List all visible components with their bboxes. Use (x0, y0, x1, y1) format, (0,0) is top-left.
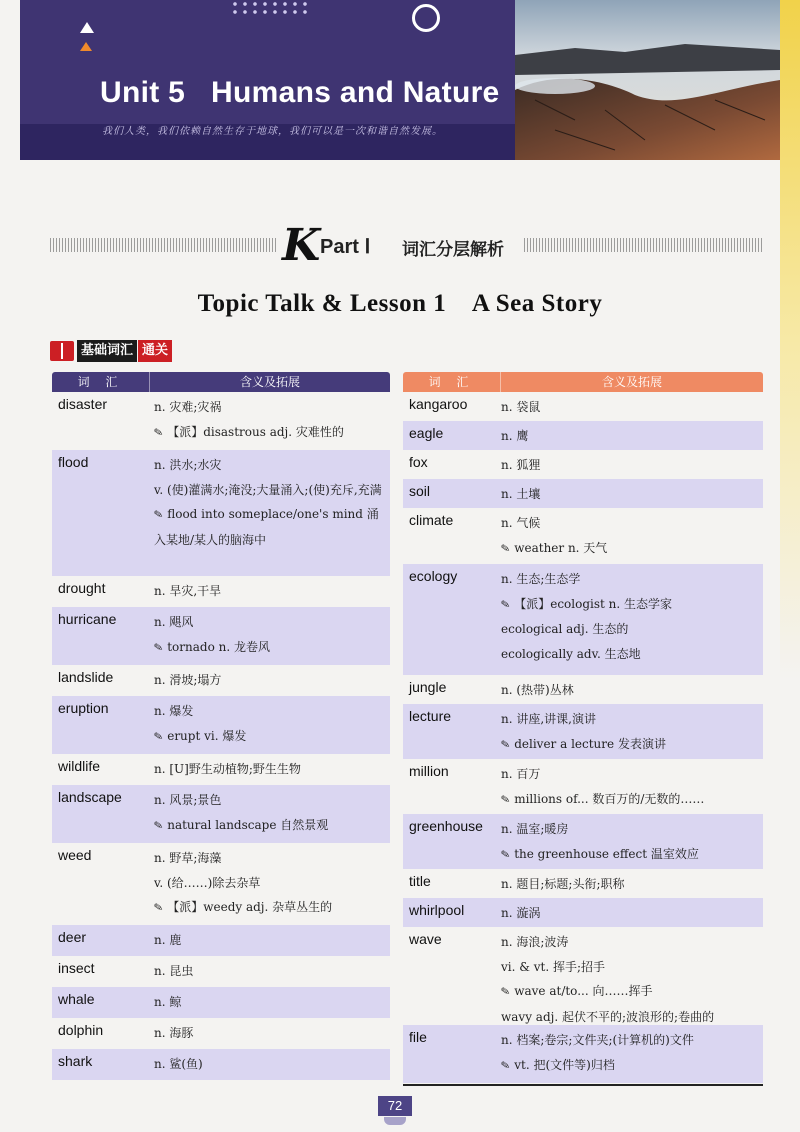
pencil-icon: ✎ (499, 791, 512, 807)
vocab-row (52, 1049, 390, 1080)
vocab-text: n. [U]野生动植物;野生生物 (154, 762, 301, 776)
vocab-definition (154, 699, 386, 749)
vocab-text: v. (给……)除去杂草 (154, 875, 261, 890)
vocab-word: file (409, 1029, 427, 1045)
vocab-text: 【派】weedy adj. 杂草丛生的 (167, 900, 333, 914)
vocab-row (52, 696, 390, 754)
vocab-row (403, 479, 763, 508)
vocab-text: erupt vi. 爆发 (167, 728, 247, 743)
vocab-word: weed (58, 847, 92, 863)
vocab-note (154, 813, 386, 839)
pencil-icon: ✎ (499, 596, 512, 612)
vocab-text: 【派】disastrous adj. 灾难性的 (167, 424, 344, 439)
vocab-text: the greenhouse effect 温室效应 (514, 846, 699, 861)
vocab-word: drought (58, 580, 106, 596)
vocab-meaning (501, 930, 759, 955)
vocab-row (52, 576, 390, 607)
vocab-word: insect (58, 960, 95, 976)
vocab-word: kangaroo (409, 396, 468, 412)
vocab-text: wave at/to... 向……挥手 (514, 984, 653, 998)
dotted-divider (50, 238, 276, 252)
vocab-table-right (403, 372, 763, 1083)
vocab-text: n. 昆虫 (154, 964, 194, 978)
part-title: 词汇分层解析 (402, 240, 504, 260)
dotted-divider (524, 238, 762, 252)
vocab-text: n. 鲸 (154, 995, 182, 1009)
vocab-word: whale (58, 991, 95, 1007)
unit-subtitle: 我们人类，我们依赖自然生存于地球，我们可以是一次和谐自然发展。 (102, 126, 443, 137)
vocab-text: n. 鹰 (501, 429, 529, 443)
vocab-definition (154, 610, 386, 660)
triangle-orange-icon (80, 42, 92, 51)
vocab-meaning (501, 1028, 759, 1053)
vocab-definition (154, 395, 386, 445)
vocab-text: n. 气候 (501, 516, 541, 530)
vocab-word: climate (409, 512, 454, 528)
vocab-row (52, 450, 390, 576)
vocab-definition (501, 1028, 759, 1078)
unit-banner (20, 0, 780, 160)
vocab-text: n. 题目;标题;头衔;职称 (501, 877, 625, 891)
vocab-note (154, 502, 386, 552)
vocab-definition (501, 395, 759, 420)
vocab-text: tornado n. 龙卷风 (167, 639, 270, 654)
vocab-word: jungle (409, 679, 447, 695)
table-header (52, 372, 390, 392)
header-word: 词 汇 (403, 372, 501, 392)
vocab-row (52, 987, 390, 1018)
book-icon (50, 341, 74, 361)
vocab-text: vt. 把(文件等)归档 (514, 1057, 615, 1072)
vocab-text: n. 档案;卷宗;文件夹;(计算机的)文件 (501, 1033, 694, 1047)
table-header (403, 372, 763, 392)
vocab-definition (154, 990, 386, 1015)
vocab-row (52, 843, 390, 925)
vocab-text: n. 风景;景色 (154, 793, 222, 807)
vocab-text: v. (使)灌满水;淹没;大量涌入;(使)充斥,充满 (154, 482, 382, 497)
vocab-word: flood (58, 454, 89, 470)
vocab-row (403, 1025, 763, 1083)
part-label: Part Ⅰ (320, 236, 371, 258)
vocab-meaning (501, 901, 759, 926)
pencil-icon: ✎ (499, 984, 512, 999)
vocab-meaning (154, 928, 386, 953)
vocab-note (154, 724, 386, 750)
vocab-word: fox (409, 454, 428, 470)
vocab-word: soil (409, 483, 431, 499)
vocab-meaning (154, 579, 386, 604)
vocab-word: lecture (409, 708, 452, 724)
vocab-row (403, 869, 763, 898)
vocab-text: n. 生态;生态学 (501, 572, 581, 586)
vocab-meaning (154, 757, 386, 782)
vocab-meaning (154, 846, 386, 871)
vocab-note (501, 979, 759, 1005)
vocab-text: n. 旱灾,干旱 (154, 584, 222, 598)
vocab-meaning (501, 762, 759, 787)
vocab-word: landslide (58, 669, 114, 685)
lesson-title: Topic Talk & Lesson 1 A Sea Story (197, 290, 603, 317)
vocab-text: wavy adj. 起伏不平的;波浪形的;卷曲的 (501, 1009, 715, 1024)
unit-title: Unit 5 Humans and Nature (100, 76, 500, 109)
header-word: 词 汇 (52, 372, 150, 392)
triangle-icon (80, 22, 94, 33)
vocab-definition (501, 817, 759, 867)
vocab-note (501, 592, 759, 618)
vocab-meaning (501, 707, 759, 732)
vocab-note (154, 420, 386, 446)
section-label-highlight: 通关 (138, 340, 172, 362)
vocab-word: eruption (58, 700, 109, 716)
vocab-definition (501, 453, 759, 478)
vocab-definition (154, 1052, 386, 1077)
vocab-definition (154, 757, 386, 782)
vocab-row (52, 1018, 390, 1049)
pencil-icon: ✎ (152, 507, 165, 522)
decorative-circle-icon (412, 4, 440, 32)
vocab-row (52, 665, 390, 696)
vocab-text: n. 袋鼠 (501, 400, 541, 414)
table-bottom-rule (403, 1084, 763, 1086)
vocab-definition (501, 901, 759, 926)
vocab-meaning (154, 788, 386, 813)
vocab-meaning (154, 871, 386, 896)
vocab-definition (501, 678, 759, 703)
vocab-text: n. 鲨(鱼) (154, 1057, 203, 1071)
vocab-text: n. 海豚 (154, 1026, 194, 1040)
vocab-text: n. 漩涡 (501, 906, 541, 920)
vocab-word: greenhouse (409, 818, 483, 834)
vocab-row (52, 754, 390, 785)
decorative-dots (230, 0, 310, 18)
vocab-text: n. 鹿 (154, 933, 182, 947)
vocab-row (52, 785, 390, 843)
vocab-text: n. (热带)丛林 (501, 683, 574, 697)
vocab-text: natural landscape 自然景观 (167, 817, 329, 832)
vocab-meaning (501, 955, 759, 980)
section-label-main: 基础词汇 (77, 340, 137, 362)
page-number: 72 (378, 1096, 412, 1116)
page-number-tab (384, 1117, 406, 1125)
vocab-definition (501, 930, 759, 1029)
vocab-note (154, 635, 386, 661)
vocab-row (403, 898, 763, 927)
vocab-row (403, 814, 763, 869)
vocab-word: whirlpool (409, 902, 465, 918)
vocab-row (52, 956, 390, 987)
vocab-note (501, 536, 759, 562)
vocab-row (403, 392, 763, 421)
pencil-icon: ✎ (152, 424, 165, 440)
vocab-meaning (501, 678, 759, 703)
vocab-word: wildlife (58, 758, 101, 774)
header-meaning: 含义及拓展 (239, 375, 300, 389)
vocab-text: n. 飓风 (154, 615, 194, 629)
vocab-meaning (501, 567, 759, 592)
vocab-meaning (154, 1021, 386, 1046)
vocab-word: eagle (409, 425, 444, 441)
vocab-note (501, 842, 759, 868)
vocab-definition (154, 788, 386, 838)
vocab-row (403, 508, 763, 564)
vocab-meaning (154, 990, 386, 1015)
vocab-word: shark (58, 1053, 93, 1069)
vocab-text: n. 土壤 (501, 487, 541, 501)
vocab-word: ecology (409, 568, 458, 584)
vocab-meaning (501, 817, 759, 842)
landscape-photo (515, 0, 780, 160)
vocab-row (403, 704, 763, 759)
vocab-definition (501, 707, 759, 757)
vocab-text: n. 狐狸 (501, 458, 541, 472)
vocab-definition (501, 424, 759, 449)
vocab-definition (154, 453, 386, 552)
vocab-meaning (501, 642, 759, 667)
vocab-meaning (501, 617, 759, 642)
vocab-word: million (409, 763, 449, 779)
vocab-row (52, 607, 390, 665)
pencil-icon: ✎ (499, 736, 512, 752)
vocab-definition (154, 959, 386, 984)
vocab-definition (501, 511, 759, 561)
vocab-definition (501, 567, 759, 666)
pencil-icon: ✎ (499, 846, 512, 862)
page-edge-bar (780, 0, 800, 1132)
vocab-meaning (154, 668, 386, 693)
vocab-meaning (154, 395, 386, 420)
vocab-definition (501, 872, 759, 897)
vocab-text: 【派】ecologist n. 生态学家 (514, 596, 673, 611)
vocab-row (403, 564, 763, 675)
vocab-text: ecological adj. 生态的 (501, 622, 629, 636)
vocab-text: flood into someplace/one's mind 涌入某地/某人的脑海中 (154, 507, 379, 547)
vocab-table-left (52, 372, 390, 1080)
pencil-icon: ✎ (499, 1057, 512, 1073)
vocab-definition (154, 928, 386, 953)
vocab-row (403, 675, 763, 704)
vocab-meaning (154, 453, 386, 478)
vocab-definition (501, 762, 759, 812)
vocab-word: title (409, 873, 431, 889)
vocab-note (501, 1053, 759, 1079)
vocab-note (501, 732, 759, 758)
vocab-meaning (501, 395, 759, 420)
vocab-row (403, 421, 763, 450)
vocab-text: n. 温室;暖房 (501, 822, 569, 836)
vocab-text: n. 野草;海藻 (154, 851, 222, 865)
vocab-definition (501, 482, 759, 507)
vocab-word: landscape (58, 789, 122, 805)
part-letter: K (282, 220, 321, 271)
vocab-text: millions of... 数百万的/无数的…… (514, 791, 705, 806)
header-meaning: 含义及拓展 (601, 375, 662, 389)
vocab-text: weather n. 天气 (514, 540, 608, 555)
vocab-note (501, 787, 759, 813)
vocab-meaning (154, 699, 386, 724)
vocab-text: n. 百万 (501, 767, 541, 781)
vocab-text: n. 爆发 (154, 704, 194, 718)
vocab-meaning (154, 610, 386, 635)
vocab-meaning (154, 478, 386, 503)
vocab-meaning (501, 511, 759, 536)
vocab-text: deliver a lecture 发表演讲 (514, 736, 666, 751)
vocab-word: deer (58, 929, 87, 945)
pencil-icon: ✎ (499, 540, 512, 556)
pencil-icon: ✎ (152, 728, 165, 744)
vocab-meaning (154, 1052, 386, 1077)
vocab-row (52, 392, 390, 450)
vocab-meaning (501, 453, 759, 478)
pencil-icon: ✎ (152, 900, 165, 915)
vocab-definition (154, 668, 386, 693)
vocab-row (403, 927, 763, 1025)
vocab-word: dolphin (58, 1022, 104, 1038)
vocab-note (154, 895, 386, 921)
vocab-meaning (154, 959, 386, 984)
vocab-row (403, 450, 763, 479)
vocab-word: disaster (58, 396, 108, 412)
vocab-row (52, 925, 390, 956)
vocab-text: n. 滑坡;塌方 (154, 673, 222, 687)
vocab-definition (154, 579, 386, 604)
pencil-icon: ✎ (152, 639, 165, 655)
pencil-icon: ✎ (152, 817, 165, 833)
vocab-word: wave (409, 931, 442, 947)
part-heading (50, 220, 762, 271)
vocab-definition (154, 1021, 386, 1046)
vocab-meaning (501, 482, 759, 507)
vocab-row (403, 759, 763, 814)
vocab-text: n. 洪水;水灾 (154, 458, 222, 472)
vocab-text: vi. & vt. 挥手;招手 (501, 959, 606, 974)
vocab-text: n. 海浪;波涛 (501, 935, 569, 949)
vocab-meaning (501, 424, 759, 449)
vocab-word: hurricane (58, 611, 117, 627)
vocab-meaning (501, 872, 759, 897)
vocab-text: ecologically adv. 生态地 (501, 646, 641, 661)
vocab-text: n. 灾难;灾祸 (154, 400, 222, 414)
vocab-definition (154, 846, 386, 921)
vocab-text: n. 讲座,讲课,演讲 (501, 712, 596, 726)
